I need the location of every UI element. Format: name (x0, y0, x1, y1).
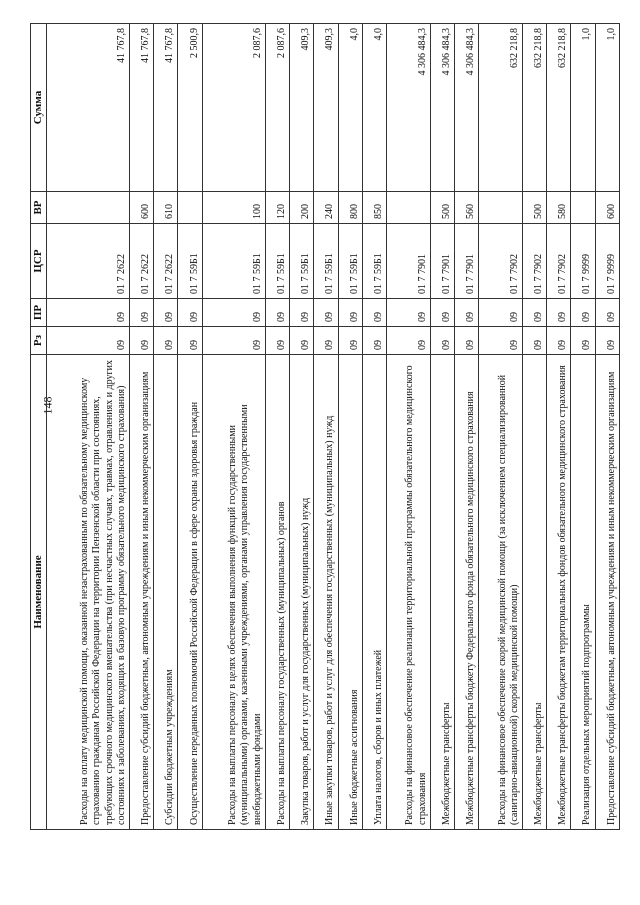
cell-pr: 09 (522, 299, 546, 327)
cell-pr: 09 (387, 299, 431, 327)
cell-sum: 4,0 (362, 24, 386, 192)
cell-vr (571, 192, 595, 224)
cell-pr: 09 (571, 299, 595, 327)
cell-sum: 632 218,8 (547, 24, 571, 192)
cell-name: Межбюджетные трансферты бюджетам территориальных фондов обязательного медицинского страхования (547, 355, 571, 830)
cell-csr: 01 7 2622 (47, 224, 130, 299)
cell-name: Расходы на выплаты персоналу в целях обеспечения выполнения функций государственными (муниципальными) органами, казенными учреждениями, органами управления государственными внебюджетными фондами (202, 355, 265, 830)
cell-csr: 01 7 7902 (522, 224, 546, 299)
header-name: Наименование (31, 355, 47, 830)
cell-name: Межбюджетные трансферты (522, 355, 546, 830)
cell-pr: 09 (178, 299, 202, 327)
header-rz: Рз (31, 327, 47, 355)
cell-rz: 09 (314, 327, 338, 355)
cell-sum: 41 767,8 (130, 24, 154, 192)
header-sum: Сумма (31, 24, 47, 192)
cell-vr: 500 (430, 192, 454, 224)
cell-name: Расходы на выплаты персоналу государственных (муниципальных) органов (265, 355, 289, 830)
cell-pr: 09 (430, 299, 454, 327)
cell-rz: 09 (387, 327, 431, 355)
cell-vr (47, 192, 130, 224)
cell-rz: 09 (154, 327, 178, 355)
cell-sum: 409,3 (290, 24, 314, 192)
cell-pr: 09 (595, 299, 619, 327)
cell-pr: 09 (479, 299, 523, 327)
table-row (479, 24, 523, 830)
cell-rz: 09 (595, 327, 619, 355)
cell-csr: 01 7 9999 (595, 224, 619, 299)
page-number: 148 (40, 396, 55, 415)
cell-name: Иные закупки товаров, работ и услуг для обеспечения государственных (муниципальных) нужд (314, 355, 338, 830)
cell-vr: 200 (290, 192, 314, 224)
cell-rz: 09 (290, 327, 314, 355)
table-row (522, 24, 546, 830)
cell-pr: 09 (362, 299, 386, 327)
cell-vr: 120 (265, 192, 289, 224)
table-row (202, 24, 265, 830)
cell-rz: 09 (479, 327, 523, 355)
cell-csr: 01 7 2622 (154, 224, 178, 299)
cell-name: Предоставление субсидий бюджетным, автономным учреждениям и иным некоммерческим организациям (595, 355, 619, 830)
cell-vr (479, 192, 523, 224)
table-row (154, 24, 178, 830)
table-row (387, 24, 431, 830)
cell-pr: 09 (202, 299, 265, 327)
cell-sum: 409,3 (314, 24, 338, 192)
cell-vr: 600 (595, 192, 619, 224)
cell-pr: 09 (154, 299, 178, 327)
rotated-table-container (30, 24, 620, 830)
cell-rz: 09 (454, 327, 478, 355)
cell-csr: 01 7 59Б1 (338, 224, 362, 299)
cell-vr: 500 (522, 192, 546, 224)
cell-vr: 600 (130, 192, 154, 224)
cell-pr: 09 (547, 299, 571, 327)
cell-rz: 09 (430, 327, 454, 355)
cell-rz: 09 (202, 327, 265, 355)
cell-rz: 09 (338, 327, 362, 355)
cell-sum: 1,0 (595, 24, 619, 192)
table-row (430, 24, 454, 830)
cell-sum: 2 087,6 (265, 24, 289, 192)
cell-csr: 01 7 2622 (130, 224, 154, 299)
cell-name: Осуществление переданных полномочий Российской Федерации в сфере охраны здоровья граждан (178, 355, 202, 830)
cell-rz: 09 (265, 327, 289, 355)
cell-rz: 09 (522, 327, 546, 355)
table-row (47, 24, 130, 830)
cell-name: Иные бюджетные ассигнования (338, 355, 362, 830)
cell-pr: 09 (314, 299, 338, 327)
cell-sum: 4,0 (338, 24, 362, 192)
cell-rz: 09 (178, 327, 202, 355)
cell-vr (387, 192, 431, 224)
cell-vr: 100 (202, 192, 265, 224)
table-row (314, 24, 338, 830)
cell-name: Закупка товаров, работ и услуг для государственных (муниципальных) нужд (290, 355, 314, 830)
cell-vr: 850 (362, 192, 386, 224)
cell-vr (178, 192, 202, 224)
cell-csr: 01 7 7901 (387, 224, 431, 299)
cell-sum: 41 767,8 (47, 24, 130, 192)
cell-rz: 09 (571, 327, 595, 355)
table-body (47, 24, 620, 830)
cell-pr: 09 (454, 299, 478, 327)
table-row (265, 24, 289, 830)
header-pr: ПР (31, 299, 47, 327)
cell-vr: 560 (454, 192, 478, 224)
cell-name: Расходы на финансовое обеспечение реализации территориальной программы обязательного медицинского страхования (387, 355, 431, 830)
cell-pr: 09 (290, 299, 314, 327)
cell-sum: 2 500,9 (178, 24, 202, 192)
budget-table (30, 23, 620, 830)
cell-vr: 800 (338, 192, 362, 224)
cell-csr: 01 7 7902 (479, 224, 523, 299)
cell-sum: 4 306 484,3 (430, 24, 454, 192)
table-row (547, 24, 571, 830)
cell-pr: 09 (130, 299, 154, 327)
table-row (362, 24, 386, 830)
cell-csr: 01 7 59Б1 (265, 224, 289, 299)
cell-vr: 610 (154, 192, 178, 224)
cell-name: Субсидии бюджетным учреждениям (154, 355, 178, 830)
table-row (338, 24, 362, 830)
cell-sum: 41 767,8 (154, 24, 178, 192)
cell-rz: 09 (362, 327, 386, 355)
cell-rz: 09 (130, 327, 154, 355)
cell-csr: 01 7 7901 (454, 224, 478, 299)
cell-sum: 1,0 (571, 24, 595, 192)
header-csr: ЦСР (31, 224, 47, 299)
cell-sum: 4 306 484,3 (387, 24, 431, 192)
cell-sum: 632 218,8 (522, 24, 546, 192)
table-row (595, 24, 619, 830)
cell-pr: 09 (338, 299, 362, 327)
cell-csr: 01 7 9999 (571, 224, 595, 299)
table-row (571, 24, 595, 830)
table-row (178, 24, 202, 830)
cell-sum: 632 218,8 (479, 24, 523, 192)
cell-csr: 01 7 59Б1 (314, 224, 338, 299)
cell-sum: 2 087,6 (202, 24, 265, 192)
table-row (454, 24, 478, 830)
cell-name: Расходы на финансовое обеспечение скорой медицинской помощи (за исключением специализированной (санитарно-авиационной) скорой медицинской помощи) (479, 355, 523, 830)
cell-csr: 01 7 7902 (547, 224, 571, 299)
cell-pr: 09 (47, 299, 130, 327)
cell-vr: 240 (314, 192, 338, 224)
cell-name: Межбюджетные трансферты (430, 355, 454, 830)
cell-name: Реализация отдельных мероприятий подпрограммы (571, 355, 595, 830)
cell-name: Предоставление субсидий бюджетным, автономным учреждениям и иным некоммерческим организациям (130, 355, 154, 830)
cell-csr: 01 7 59Б1 (290, 224, 314, 299)
cell-csr: 01 7 7901 (430, 224, 454, 299)
cell-name: Расходы на оплату медицинской помощи, оказанной незастрахованным по обязательному медицинскому страхованию гражданам Российской Федерации на территории Пензенской области при состояниях, требующих срочного медицинского вмешательства (при несчастных случаях, травмах, отравлениях и других состояниях и заболеваниях, входящих в базовую программу обязательного медицинского страхования) (47, 355, 130, 830)
cell-csr: 01 7 59Б1 (362, 224, 386, 299)
cell-sum: 4 306 484,3 (454, 24, 478, 192)
header-vr: ВР (31, 192, 47, 224)
cell-vr: 580 (547, 192, 571, 224)
cell-rz: 09 (547, 327, 571, 355)
table-row (130, 24, 154, 830)
table-header-row (31, 24, 47, 830)
cell-csr: 01 7 59Б1 (202, 224, 265, 299)
cell-rz: 09 (47, 327, 130, 355)
cell-csr: 01 7 59Б1 (178, 224, 202, 299)
cell-name: Уплата налогов, сборов и иных платежей (362, 355, 386, 830)
cell-pr: 09 (265, 299, 289, 327)
table-row (290, 24, 314, 830)
cell-name: Межбюджетные трансферты бюджету Федерального фонда обязательного медицинского страхования (454, 355, 478, 830)
